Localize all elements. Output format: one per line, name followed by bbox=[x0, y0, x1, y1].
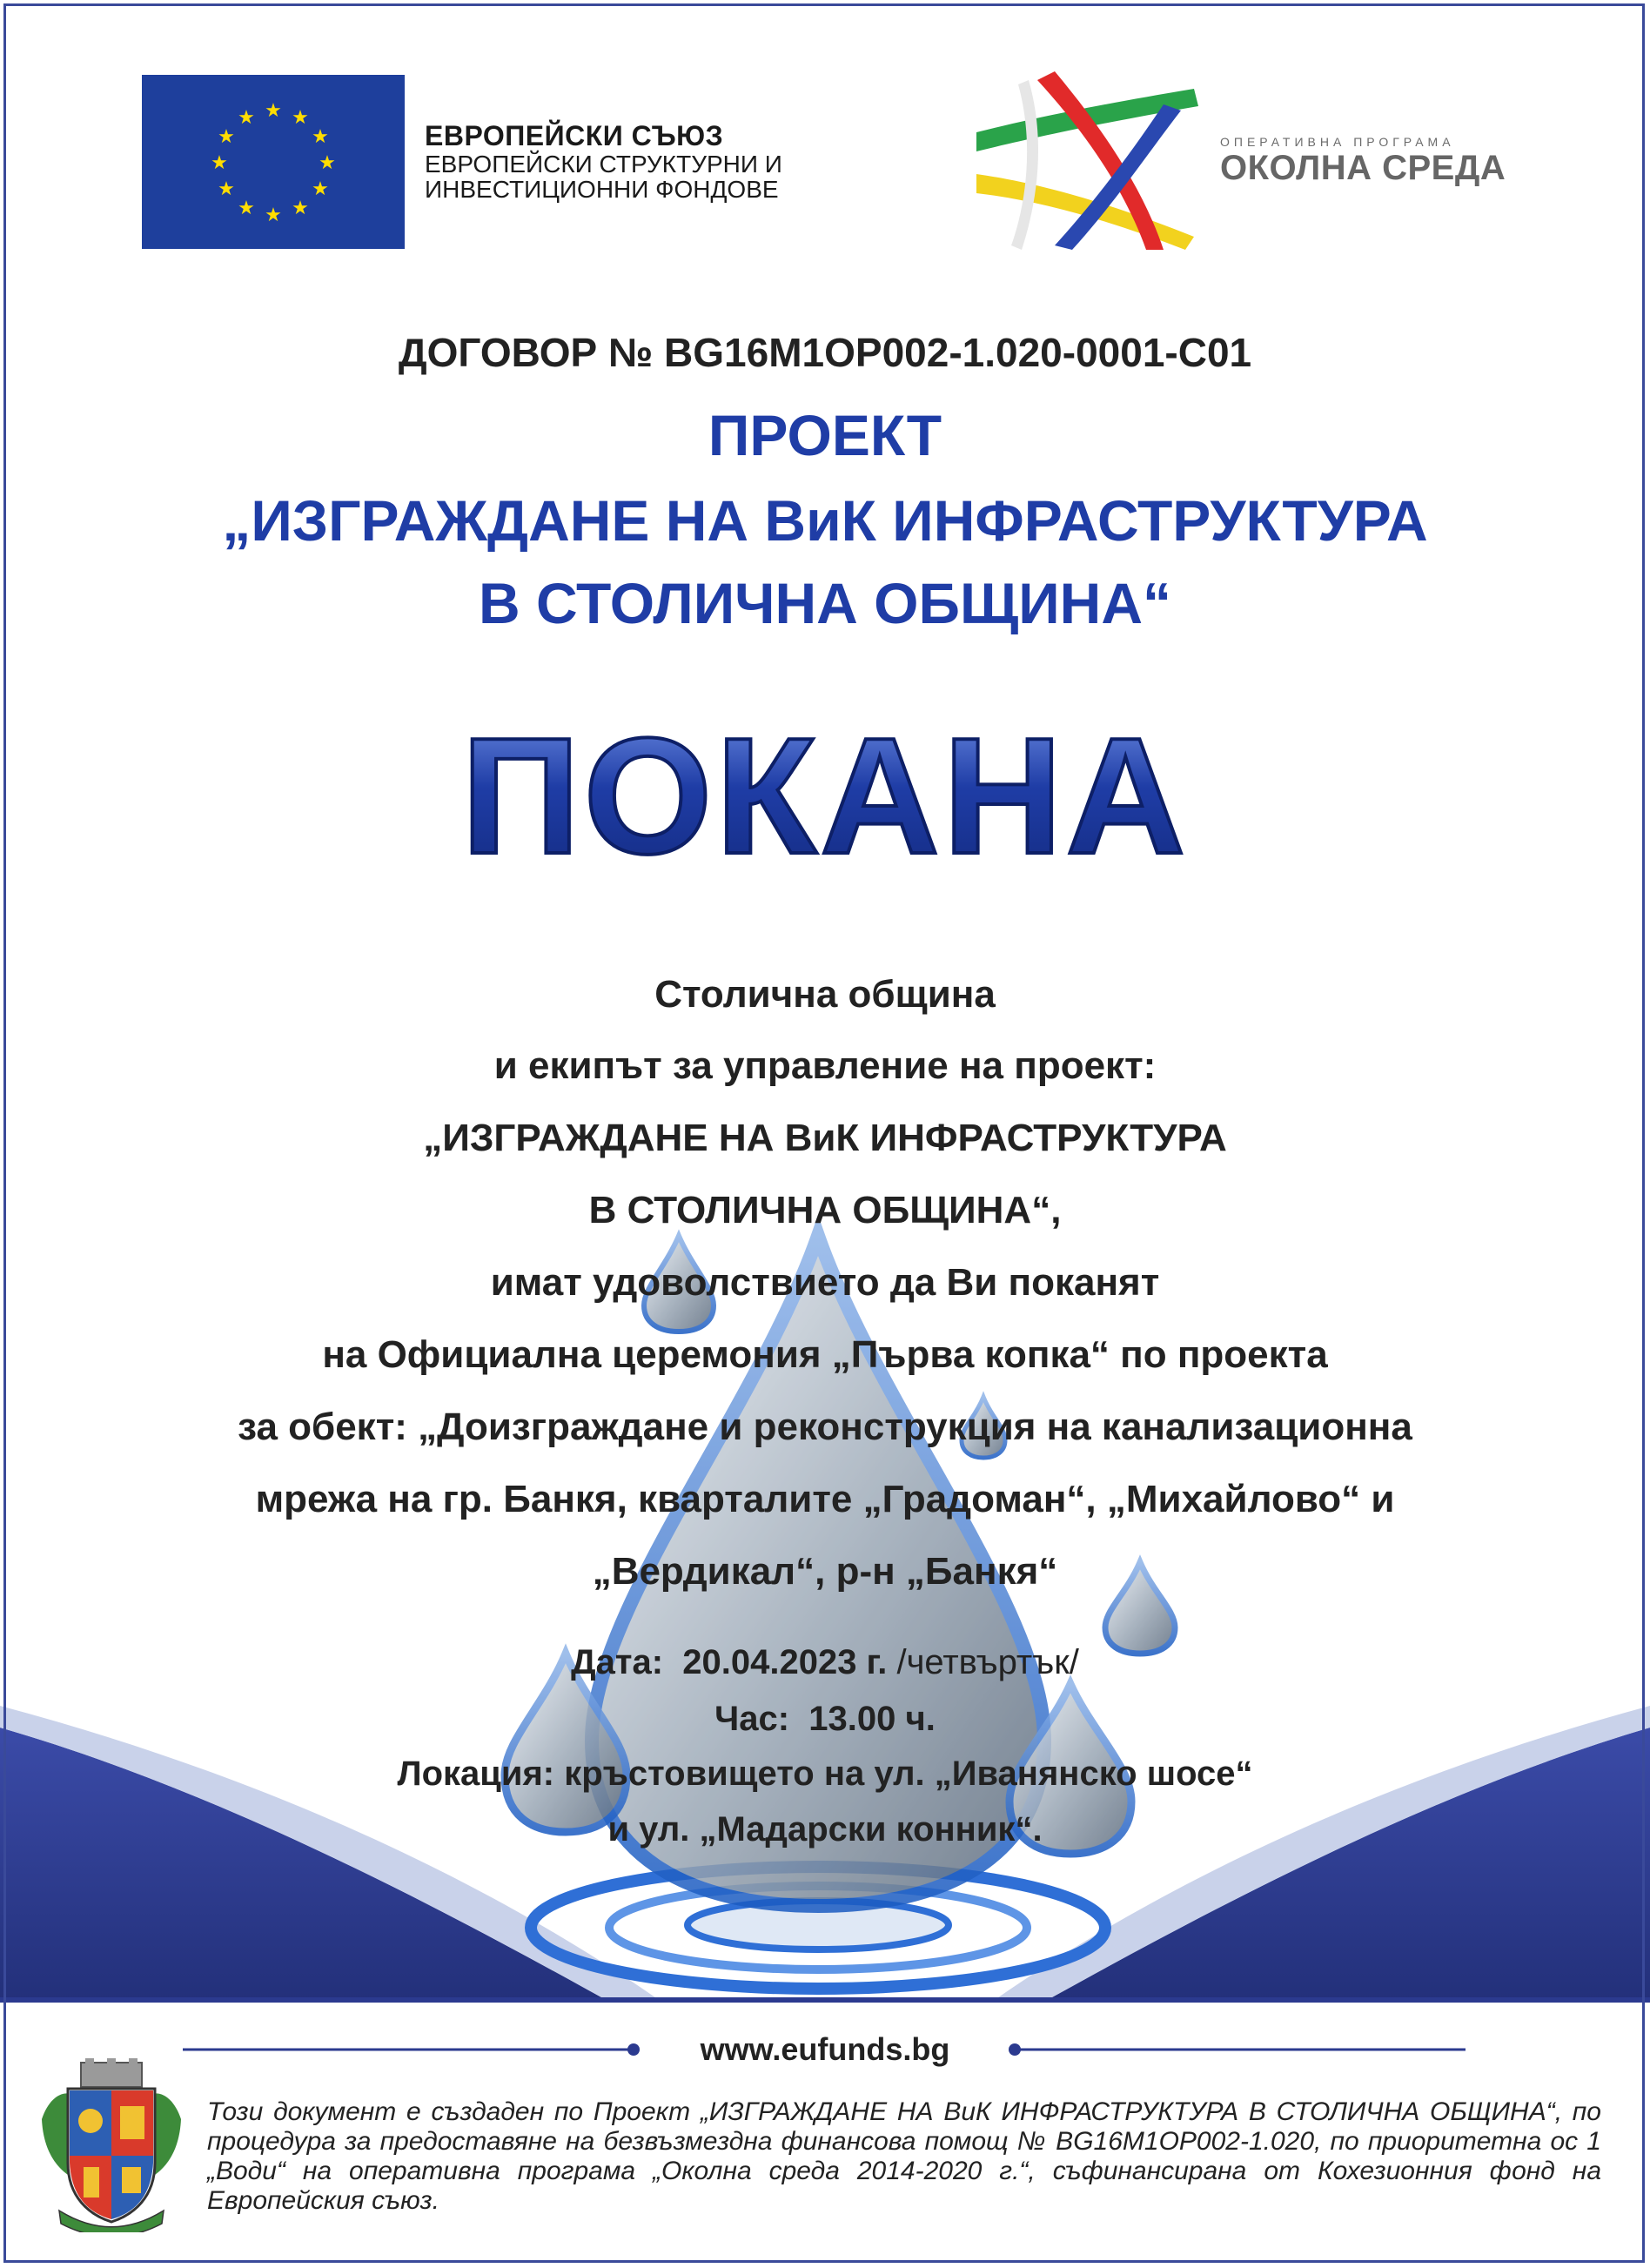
date-value: 20.04.2023 г. bbox=[682, 1643, 888, 1681]
body-line-5: имат удоволствието да Ви поканят bbox=[490, 1261, 1160, 1304]
svg-text:★: ★ bbox=[319, 152, 336, 174]
svg-text:★: ★ bbox=[211, 152, 228, 174]
time-value: 13.00 ч. bbox=[808, 1700, 936, 1738]
eu-line2: ЕВРОПЕЙСКИ СТРУКТУРНИ И bbox=[425, 150, 782, 178]
body-line-9: „Вердикал“, р-н „Банкя“ bbox=[592, 1550, 1058, 1593]
svg-text:★: ★ bbox=[265, 100, 282, 122]
invitation-title-text: ПОКАНА bbox=[461, 704, 1189, 888]
body-line-4: В СТОЛИЧНА ОБЩИНА“, bbox=[588, 1189, 1062, 1231]
funding-disclaimer: Този документ е създаден по Проект „ИЗГРАЖДАНЕ НА ВиК ИНФРАСТРУКТУРА В СТОЛИЧНА ОБЩИНА“, по процедура за предоставяне на безвъзмездна финансова помощ № BG16M1OP002-1.020, по приоритетна ос 1 „Води“ на оперативна програма „Околна среда 2014-2020 г.“, съфинансирана от Кохезионния фонд на Европейския съюз. bbox=[207, 2097, 1601, 2215]
contract-number: ДОГОВОР № BG16M1OP002-1.020-0001-C01 bbox=[398, 330, 1252, 375]
svg-text:★: ★ bbox=[238, 198, 255, 219]
svg-text:★: ★ bbox=[265, 205, 282, 226]
body-line-7: за обект: „Доизграждане и реконструкция на канализационна bbox=[238, 1406, 1412, 1448]
event-location-line2: и ул. „Мадарски конник“. bbox=[607, 1810, 1043, 1849]
eu-line3: ИНВЕСТИЦИОННИ ФОНДОВЕ bbox=[425, 175, 779, 203]
event-location-line1: Локация: кръстовището на ул. „Иванянско шосе“ bbox=[397, 1755, 1253, 1793]
project-title-line2: В СТОЛИЧНА ОБЩИНА“ bbox=[479, 571, 1171, 635]
time-label: Час: bbox=[714, 1700, 790, 1738]
op-small-text: ОПЕРАТИВНА ПРОГРАМА bbox=[1220, 135, 1455, 149]
project-heading: ПРОЕКТ bbox=[708, 403, 942, 467]
eu-line1: ЕВРОПЕЙСКИ СЪЮЗ bbox=[425, 120, 724, 151]
op-big-text: ОКОЛНА СРЕДА bbox=[1220, 149, 1506, 187]
event-date bbox=[0, 1643, 1650, 1682]
svg-text:★: ★ bbox=[312, 126, 329, 148]
svg-text:★: ★ bbox=[218, 126, 235, 148]
body-line-3: „ИЗГРАЖДАНЕ НА ВиК ИНФРАСТРУКТУРА bbox=[423, 1117, 1227, 1159]
svg-text:★: ★ bbox=[238, 107, 255, 129]
body-line-1: Столична община bbox=[654, 973, 996, 1016]
event-time bbox=[0, 1700, 1650, 1739]
body-line-2: и екипът за управление на проект: bbox=[493, 1044, 1157, 1087]
svg-text:★: ★ bbox=[312, 178, 329, 200]
date-day: /четвъртък/ bbox=[896, 1643, 1079, 1681]
svg-text:★: ★ bbox=[218, 178, 235, 200]
svg-text:★: ★ bbox=[292, 198, 309, 219]
svg-text:★: ★ bbox=[292, 107, 309, 129]
website-link[interactable]: www.eufunds.bg bbox=[700, 2031, 950, 2067]
body-line-6: на Официална церемония „Първа копка“ по проекта bbox=[322, 1333, 1328, 1376]
project-title-line1: „ИЗГРАЖДАНЕ НА ВиК ИНФРАСТРУКТУРА bbox=[222, 488, 1428, 553]
date-label: Дата: bbox=[571, 1643, 664, 1681]
body-line-8: мрежа на гр. Банкя, кварталите „Градоман“, „Михайлово“ и bbox=[255, 1478, 1395, 1520]
